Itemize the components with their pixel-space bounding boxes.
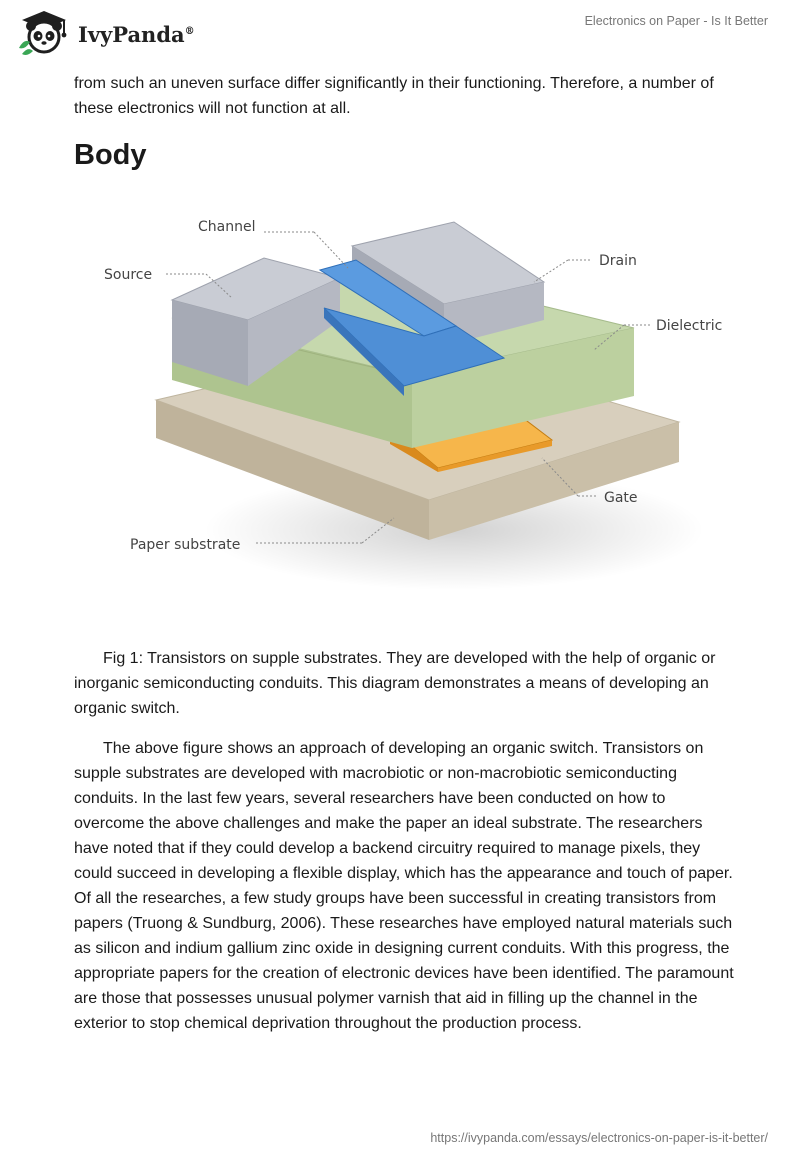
ivypanda-logo[interactable] (14, 8, 214, 58)
label-channel: Channel (198, 219, 256, 235)
organic-transistor-diagram (94, 200, 740, 624)
body-paragraph: The above figure shows an approach of developing an organic switch. Transistors on supple substrates are developed with macrobiotic or non-macrobiotic semiconducting conduits. In the last few years, several researchers have been conducted on how to overcome the above challenges and make the paper an ideal substrate. The researchers have noted that if they could develop a backend circuitry required to manage pixels, they could succeed in developing a flexible display, which has the appearance and touch of paper. Of all the researches, a few study groups have been successful in creating transistors from papers (Truong & Sundburg, 2006). These researches have employed natural materials such as silicon and indium gallium zinc oxide in designing current conduits. With this progress, the appropriate papers for the creation of electronic devices have been identified. The paramount are those that possesses unusual polymer varnish that aid in filling up the channel in the exterior to stop chemical deprivation throughout the production process. (74, 740, 734, 1032)
page-title: Electronics on Paper - Is It Better (584, 14, 768, 28)
panda-graduate-icon (14, 8, 74, 58)
intro-block (74, 71, 734, 121)
label-source: Source (104, 267, 153, 283)
transistor-figure (94, 200, 740, 624)
label-gate: Gate (604, 490, 638, 506)
brand-name: IvyPanda® (78, 22, 195, 47)
label-drain: Drain (599, 253, 637, 269)
label-dielectric: Dielectric (656, 318, 723, 334)
section-heading: Body (74, 139, 147, 171)
figure-caption-block (74, 646, 734, 721)
figure-caption: Fig 1: Transistors on supple substrates. They are developed with the help of organic or inorganic semiconducting conduits. This diagram demonstrates a means of developing an organic switch. (74, 650, 716, 717)
body-block (74, 736, 734, 1036)
page-header (0, 0, 800, 62)
label-paper-substrate: Paper substrate (130, 537, 241, 553)
intro-paragraph: from such an uneven surface differ significantly in their functioning. Therefore, a number of these electronics will not function at all. (74, 75, 714, 117)
source-url-link[interactable]: https://ivypanda.com/essays/electronics-on-paper-is-it-better/ (430, 1131, 768, 1145)
